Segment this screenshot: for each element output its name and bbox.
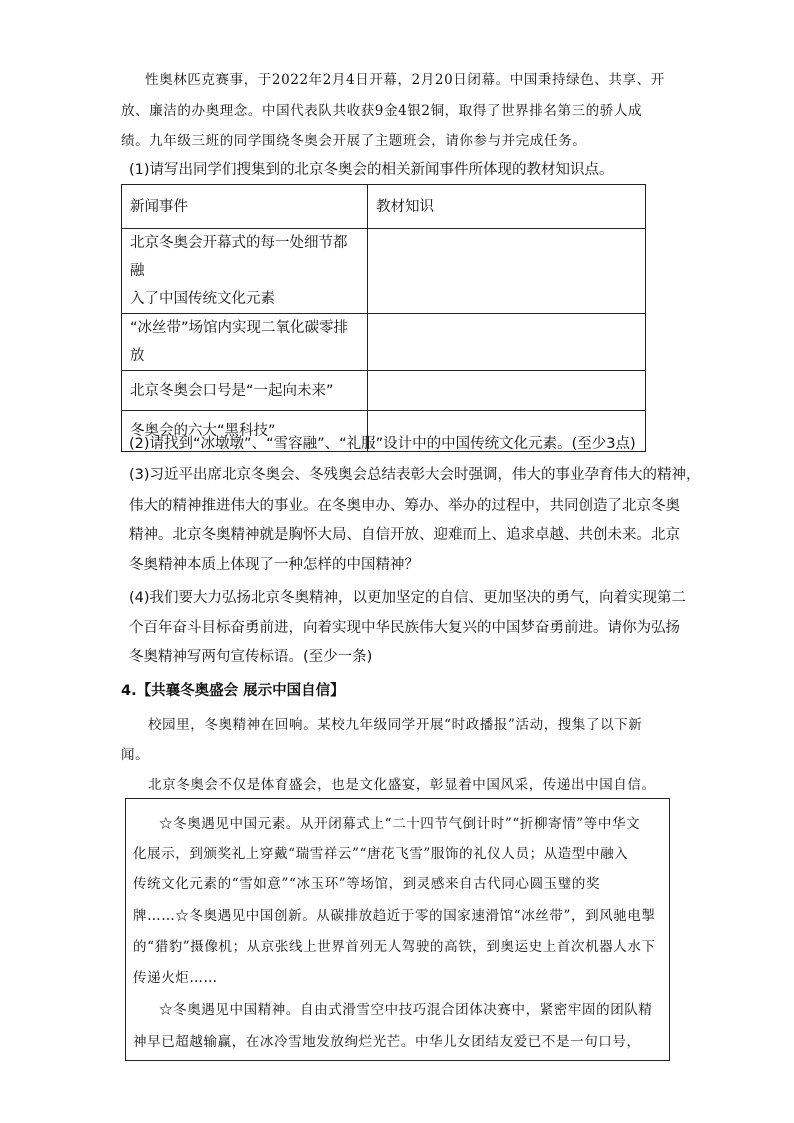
question-3-line-3: 精神。北京冬奥精神就是胸怀大局、自信开放、迎难而上、追求卓越、共创未来。北京 <box>129 527 680 543</box>
news-table <box>121 184 646 452</box>
box-line-3: 传统文化元素的“雪如意”“冰玉环”等场馆，到灵感来自古代同心圆玉璧的奖 <box>133 876 601 892</box>
table-header-row <box>122 185 646 229</box>
question-2: (2)请找到“冰墩墩”、“雪容融”、“礼服”设计中的中国传统文化元素。(至少3点) <box>129 436 636 452</box>
question-4-line-3: 冬奥精神写两句宣传标语。(至少一条) <box>129 649 373 665</box>
intro-line-1: 性奥林匹克赛事，于2022年2月4日开幕，2月20日闭幕。中国秉持绿色、共享、开 <box>145 72 665 88</box>
box-line-4: 牌……☆冬奥遇见中国创新。从碳排放趋近于零的国家速滑馆“冰丝带”，到风驰电掣 <box>133 908 656 924</box>
event-text: 北京冬奥会开幕式的每一处细节都融 <box>130 235 348 279</box>
knowledge-cell <box>368 229 646 314</box>
table-row <box>122 371 646 411</box>
section-4-para-2: 北京冬奥会不仅是体育盛会，也是文化盛宴，彰显着中国风采，传递出中国自信。 <box>148 777 656 793</box>
header-event: 新闻事件 <box>122 185 368 229</box>
intro-line-2: 放、廉洁的办奥理念。中国代表队共收获9金4银2铜，取得了世界排名第三的骄人成 <box>121 103 643 119</box>
box-line-5: 的“猎豹”摄像机；从京张线上世界首列无人驾驶的高铁，到奥运史上首次机器人水下 <box>133 939 656 955</box>
section-4-para-1-line-2: 闻。 <box>121 747 150 763</box>
news-excerpt-box <box>125 798 670 1061</box>
box-line-1: ☆冬奥遇见中国元素。从开闭幕式上“二十四节气倒计时”“折柳寄情”等中华文 <box>159 816 641 832</box>
box-line-7: ☆冬奥遇见中国精神。自由式滑雪空中技巧混合团体决赛中，紧密牢固的团队精 <box>159 1002 653 1018</box>
section-4-heading: 4.【共襄冬奥盛会 展示中国自信】 <box>121 683 345 699</box>
question-3-line-4: 冬奥精神本质上体现了一种怎样的中国精神？ <box>129 557 419 573</box>
section-4-para-1-line-1: 校园里，冬奥精神在回响。某校九年级同学开展“时政播报”活动，搜集了以下新 <box>148 717 643 733</box>
event-cell: 冬奥会的六大“黑科技” <box>122 411 368 452</box>
event-cell: “冰丝带”场馆内实现二氧化碳零排放 <box>122 314 368 371</box>
event-cell: 北京冬奥会口号是“一起向未来” <box>122 371 368 411</box>
box-line-6: 传递火炬…… <box>133 970 218 986</box>
question-4-line-2: 个百年奋斗目标奋勇前进，向着实现中华民族伟大复兴的中国梦奋勇前进。请你为弘扬 <box>129 620 680 636</box>
event-cell <box>122 229 368 314</box>
knowledge-cell <box>368 314 646 371</box>
event-text: 入了中国传统文化元素 <box>130 291 275 307</box>
knowledge-cell <box>368 371 646 411</box>
question-3-line-1: (3)习近平出席北京冬奥会、冬残奥会总结表彰大会时强调，伟大的事业孕育伟大的精神， <box>129 467 701 483</box>
table-row <box>122 314 646 371</box>
header-knowledge: 教材知识 <box>368 185 646 229</box>
question-4-line-1: (4)我们要大力弘扬北京冬奥精神，以更加坚定的自信、更加坚决的勇气，向着实现第二 <box>129 590 687 606</box>
intro-line-3: 绩。九年级三班的同学围绕冬奥会开展了主题班会，请你参与并完成任务。 <box>121 133 587 149</box>
table-row <box>122 229 646 314</box>
box-line-2: 化展示，到颁奖礼上穿戴“瑞雪祥云”“唐花飞雪”服饰的礼仪人员；从造型中融入 <box>133 846 629 862</box>
question-3-line-2: 伟大的精神推进伟大的事业。在冬奥申办、筹办、举办的过程中，共同创造了北京冬奥 <box>129 498 680 514</box>
question-1: (1)请写出同学们搜集到的北京冬奥会的相关新闻事件所体现的教材知识点。 <box>129 162 614 178</box>
box-line-8: 神早已超越输赢，在冰冷雪地发放绚烂光芒。中华儿女团结友爱已不是一句口号， <box>133 1034 641 1050</box>
